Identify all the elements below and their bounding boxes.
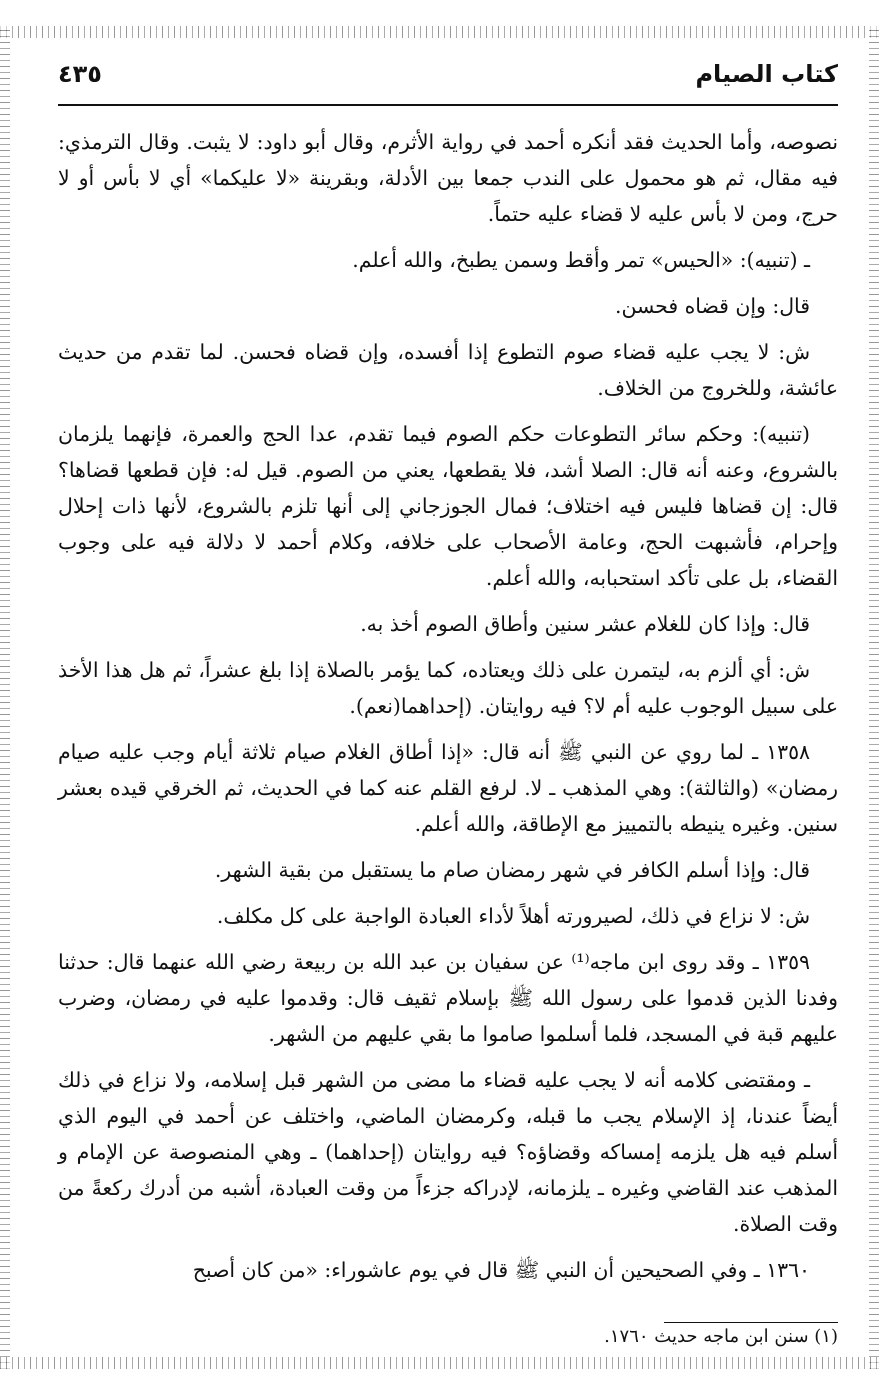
paragraph: قال: وإن قضاه فحسن. bbox=[614, 294, 810, 318]
paragraph: (تنبيه): وحكم سائر التطوعات حكم الصوم فيما تقدم، عدا الحج والعمرة، فإنهما يلزمان بالشروع، وعنه أنه قال: الصلا أشد، فلا يقطعها، يعني من الصوم. قيل له: فإن قطعها قضاها؟ قال: إن قضاها فليس فيه اختلاف؛ فمال الجوزجاني إلى أنها تلزم بالشروع، لأنها ذات إحلال وإحرام، فأشبهت الحج، وعامة الأصحاب على خلافه، وكلام أحمد لا دلالة فيه على وجوب القضاء، بل على تأكد استحبابه، والله أعلم. bbox=[58, 422, 838, 590]
paragraph: قال: وإذا أسلم الكافر في شهر رمضان صام ما يستقبل من بقية الشهر. bbox=[214, 858, 810, 882]
paragraph: قال: وإذا كان للغلام عشر سنين وأطاق الصوم أخذ به. bbox=[360, 612, 810, 636]
paragraph: ـ (تنبيه): «الحيس» تمر وأقط وسمن يطبخ، والله أعلم. bbox=[352, 248, 810, 272]
footnote: (١) سنن ابن ماجه حديث ١٧٦٠. bbox=[604, 1326, 838, 1347]
decorative-border-bottom bbox=[0, 1357, 879, 1369]
paragraph: ١٣٦٠ ـ وفي الصحيحين أن النبي ﷺ قال في يوم عاشوراء: «من كان أصبح bbox=[192, 1258, 810, 1282]
paragraph: ش: لا نزاع في ذلك، لصيرورته أهلاً لأداء العبادة الواجبة على كل مكلف. bbox=[216, 904, 810, 928]
paragraph: ش: لا يجب عليه قضاء صوم التطوع إذا أفسده، وإن قضاه فحسن. لما تقدم من حديث عائشة، وللخروج من الخلاف. bbox=[58, 340, 838, 400]
paragraph: ١٣٥٨ ـ لما روي عن النبي ﷺ أنه قال: «إذا أطاق الغلام صيام ثلاثة أيام وجب عليه صيام رمضان» (والثالثة): وهي المذهب ـ لا. لرفع القلم عنه كما في الحديث، ثم الخرقي قيده بعشر سنين. وغيره ينيطه بالتمييز مع الإطاقة، والله أعلم. bbox=[58, 740, 838, 836]
decorative-border-left bbox=[0, 26, 10, 1369]
decorative-border-top bbox=[0, 26, 879, 38]
page-header bbox=[58, 60, 838, 106]
footnote-divider bbox=[664, 1322, 838, 1323]
paragraph: ـ ومقتضى كلامه أنه لا يجب عليه قضاء ما مضى من الشهر قبل إسلامه، ولا نزاع في ذلك أيضاً عندنا، إذ الإسلام يجب ما قبله، وكرمضان الماضي، واختلف عن أحمد في اليوم الذي أسلم فيه هل يلزمه إمساكه وقضاؤه؟ فيه روايتان (إحداهما) ـ وهي المنصوصة عن الإمام و المذهب عند القاضي وغيره ـ يلزمانه، لإدراكه جزءاً من وقت العبادة، أشبه من أدرك ركعةً من وقت الصلاة. bbox=[58, 1068, 838, 1236]
decorative-border-right bbox=[869, 26, 879, 1369]
paragraph: ش: أي ألزم به، ليتمرن على ذلك ويعتاده، كما يؤمر بالصلاة إذا بلغ عشراً، ثم هل هذا الأخذ على سبيل الوجوب عليه أم لا؟ فيه روايتان. (إحداهما(نعم). bbox=[58, 658, 838, 718]
paragraph: نصوصه، وأما الحديث فقد أنكره أحمد في رواية الأثرم، وقال أبو داود: لا يثبت. وقال الترمذي: فيه مقال، ثم هو محمول على الندب جمعا بين الأدلة، وبقرينة «لا عليكما» أي لا بأس أو لا حرج، ومن لا بأس عليه لا قضاء عليه حتماً. bbox=[58, 130, 838, 226]
page-body bbox=[58, 124, 838, 1298]
chapter-title: كتاب الصيام bbox=[695, 60, 838, 88]
page-number: ٤٣٥ bbox=[58, 60, 102, 88]
paragraph: ١٣٥٩ ـ وقد روى ابن ماجه⁽¹⁾ عن سفيان بن عبد الله بن ربيعة رضي الله عنهما قال: حدثنا وفدنا الذين قدموا على رسول الله ﷺ بإسلام ثقيف قال: وقدموا عليه في رمضان، وضرب عليهم قبة في المسجد، فلما أسلموا صاموا ما بقي عليهم من الشهر. bbox=[58, 950, 838, 1046]
